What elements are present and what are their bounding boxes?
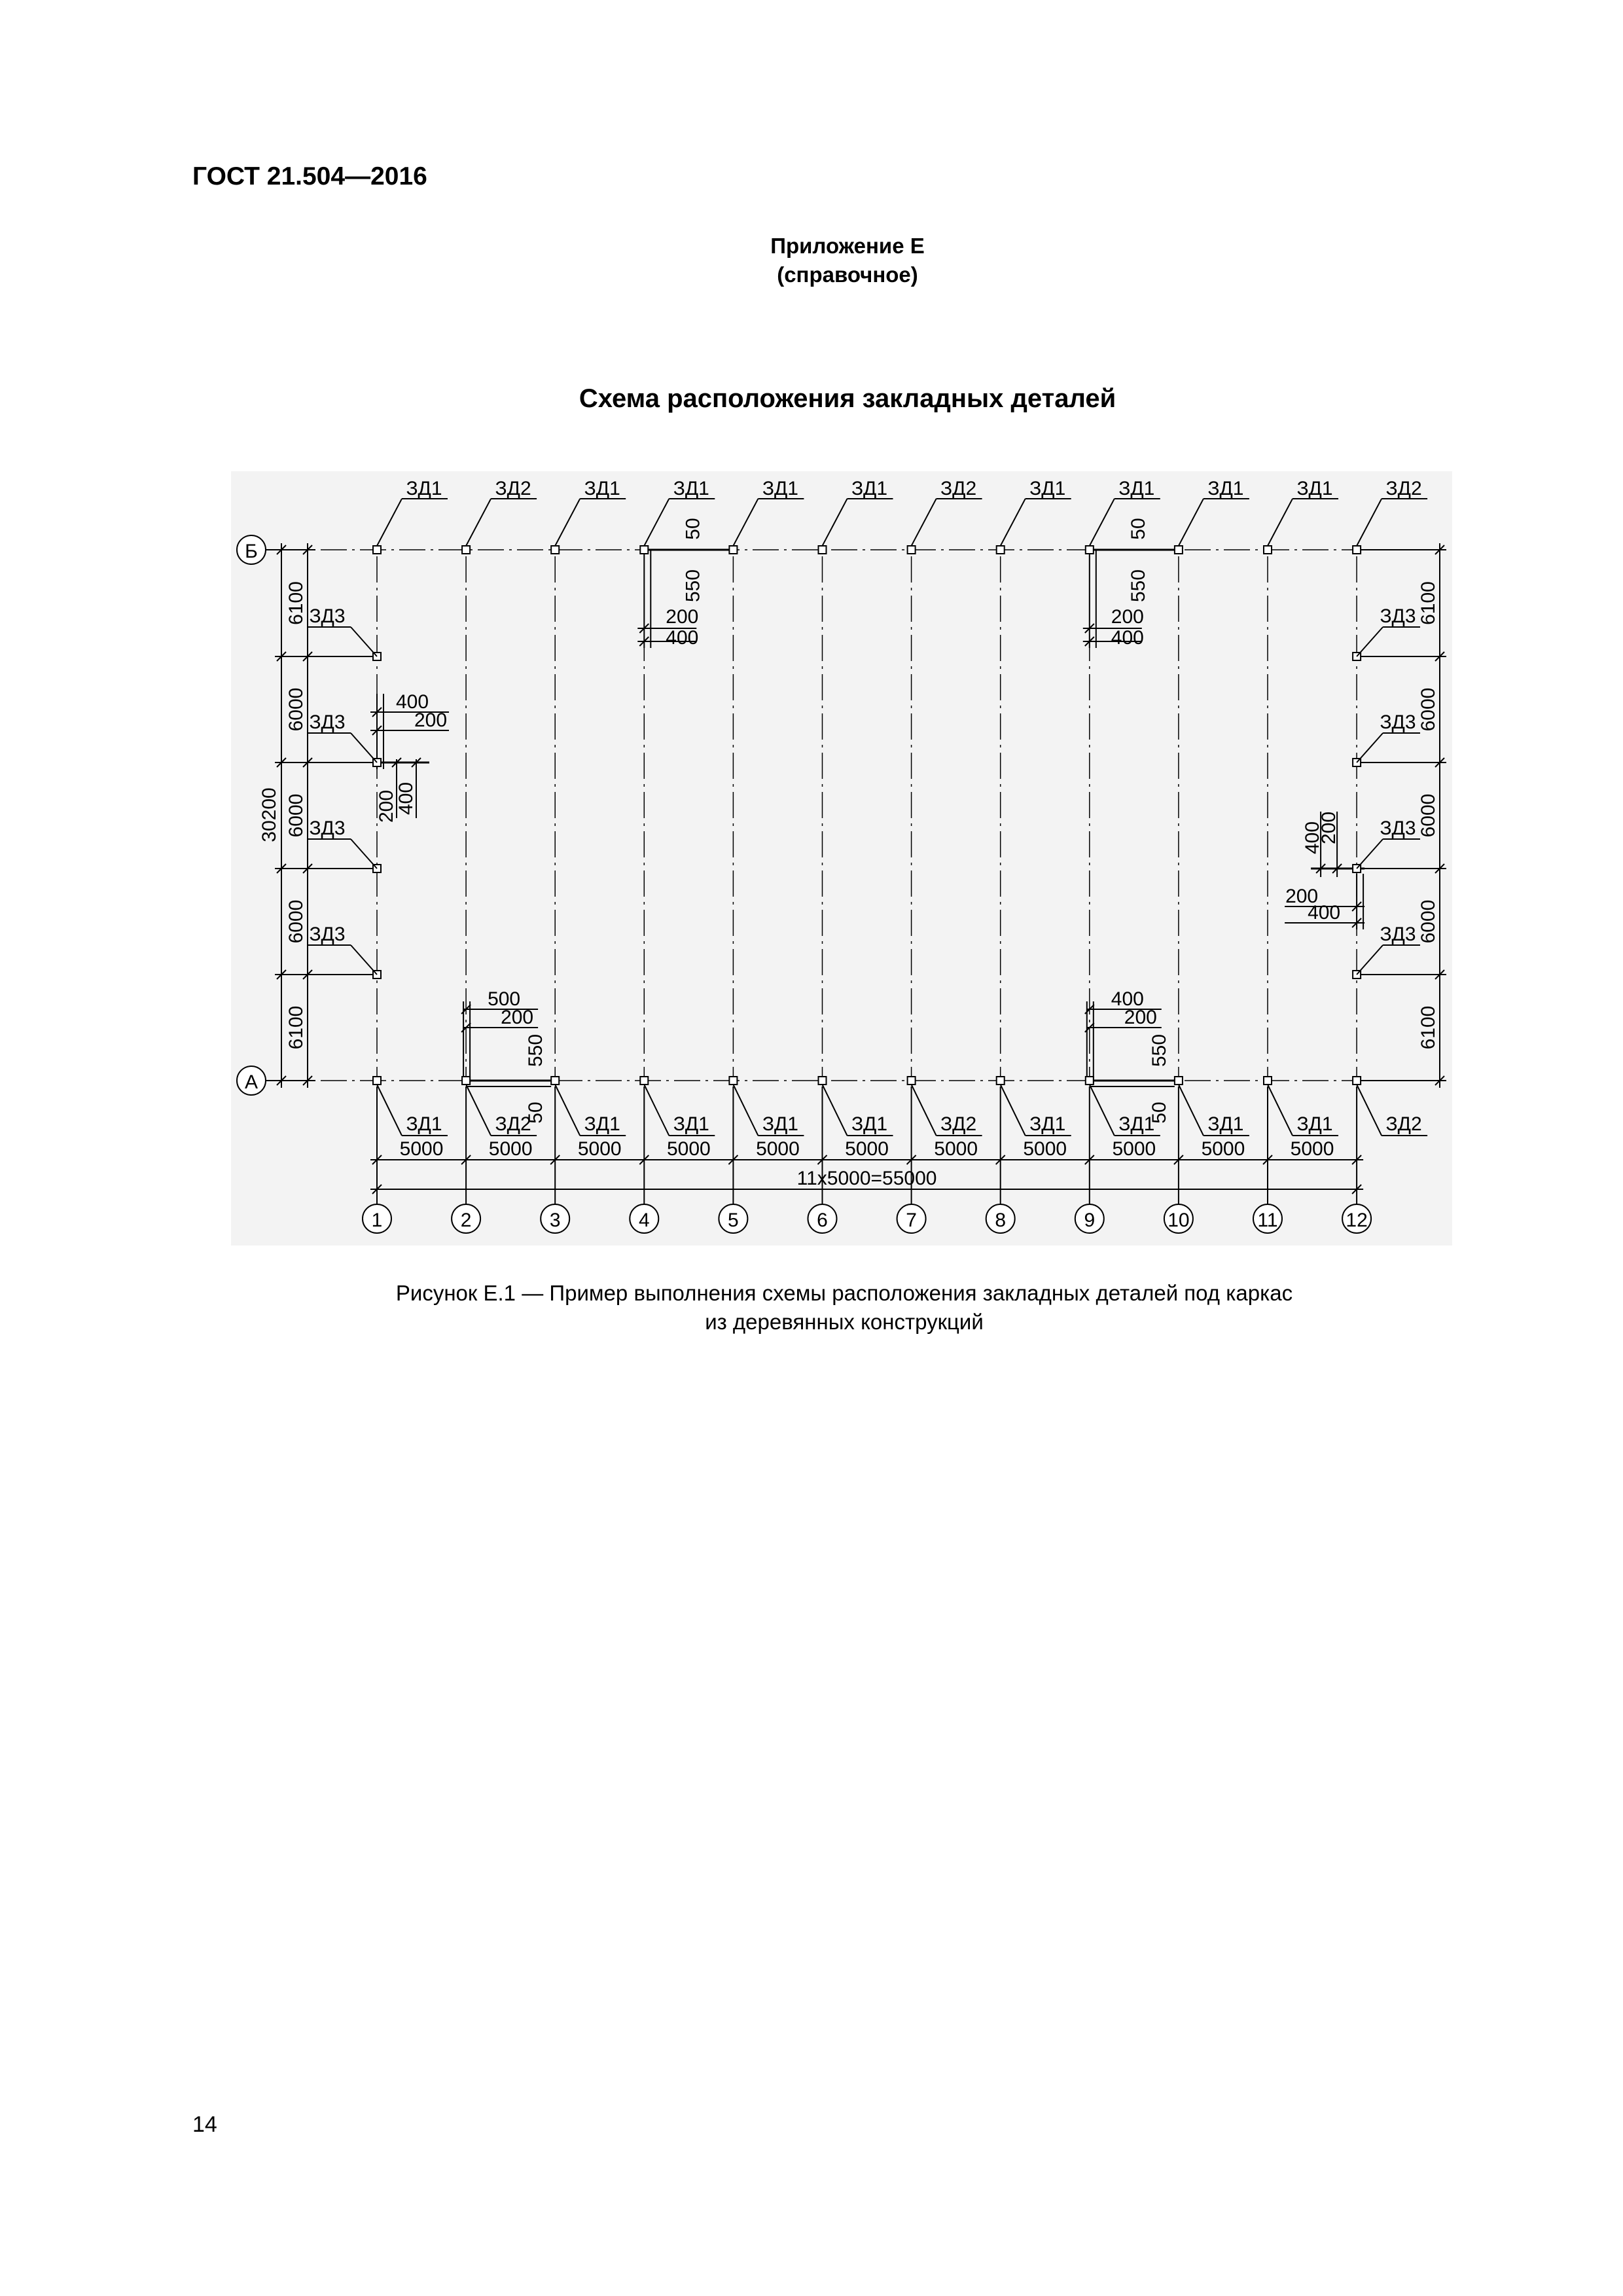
- detail-label: 500: [488, 988, 521, 1010]
- mark-label-right: ЗД3: [1380, 711, 1416, 733]
- mark-label-right: ЗД3: [1380, 924, 1416, 945]
- dim-label-span: 5000: [488, 1138, 533, 1160]
- axis-label-column: 1: [371, 1210, 383, 1231]
- dim-label-right: 6100: [1418, 1005, 1439, 1050]
- dim-label-right: 6000: [1418, 793, 1439, 838]
- mark-label-bottom: ЗД2: [495, 1113, 531, 1135]
- mark-label-left: ЗД3: [309, 924, 346, 945]
- dim-label-span: 5000: [1112, 1138, 1156, 1160]
- axis-label-column: 7: [906, 1210, 917, 1231]
- mark-label-top: ЗД1: [762, 478, 798, 499]
- mark-label-bottom: ЗД1: [762, 1113, 798, 1135]
- axis-label-row: А: [244, 1071, 259, 1093]
- detail-label: 400: [395, 691, 429, 713]
- detail-label: 400: [1111, 988, 1144, 1010]
- mark-label-bottom: ЗД2: [940, 1113, 977, 1135]
- dim-label-left-total: 30200: [259, 787, 280, 842]
- embedded-part-top: [997, 546, 1005, 554]
- annex-title: Приложение Е: [770, 234, 925, 258]
- dim-label-span: 5000: [1290, 1138, 1334, 1160]
- embedded-part-bottom: [1086, 1077, 1094, 1085]
- mark-label-left: ЗД3: [309, 605, 346, 627]
- detail-label: 50: [1127, 518, 1149, 540]
- axis-label-column: 9: [1084, 1210, 1096, 1231]
- embedded-part-top: [462, 546, 470, 554]
- embedded-part-bottom: [640, 1077, 648, 1085]
- dim-label-right: 6100: [1418, 581, 1439, 625]
- embedded-part-top: [729, 546, 737, 554]
- dim-label-left: 6100: [285, 581, 307, 625]
- detail-label: 400: [395, 781, 417, 816]
- dim-label-left: 6000: [285, 687, 307, 732]
- dim-label-span: 5000: [577, 1138, 622, 1160]
- embedded-part-top: [373, 546, 381, 554]
- embedded-part-bottom: [1175, 1077, 1183, 1085]
- figure-title: Схема расположения закладных деталей: [579, 384, 1116, 413]
- mark-label-top: ЗД1: [673, 478, 709, 499]
- detail-label: 200: [501, 1007, 534, 1028]
- page-number: 14: [192, 2112, 217, 2137]
- axis-label-column: 6: [817, 1210, 828, 1231]
- mark-label-top: ЗД1: [851, 478, 888, 499]
- detail-label: 550: [1127, 569, 1149, 603]
- detail-label: 550: [1148, 1033, 1170, 1067]
- detail-label: 200: [414, 709, 448, 731]
- embedded-part-bottom: [462, 1077, 470, 1085]
- embedded-part-bottom: [729, 1077, 737, 1085]
- mark-label-bottom: ЗД1: [1118, 1113, 1155, 1135]
- mark-label-left: ЗД3: [309, 817, 346, 839]
- detail-label: 550: [682, 569, 704, 603]
- detail-label: 200: [376, 789, 397, 823]
- figure-caption-line2: из деревянных конструкций: [705, 1310, 984, 1334]
- dim-label-span: 5000: [934, 1138, 978, 1160]
- embedded-part-top: [908, 546, 916, 554]
- detail-label: 400: [1302, 821, 1324, 855]
- detail-label: 200: [1285, 886, 1319, 907]
- mark-label-right: ЗД3: [1380, 605, 1416, 627]
- detail-label: 400: [1308, 902, 1341, 924]
- detail-label: 50: [1148, 1102, 1170, 1124]
- mark-label-bottom: ЗД1: [673, 1113, 709, 1135]
- mark-label-top: ЗД1: [1207, 478, 1244, 499]
- embedded-part-top: [1086, 546, 1094, 554]
- mark-label-bottom: ЗД1: [1296, 1113, 1333, 1135]
- document-code: ГОСТ 21.504—2016: [192, 162, 427, 190]
- mark-label-top: ЗД1: [406, 478, 442, 499]
- embedded-part-top: [1264, 546, 1272, 554]
- detail-label: 200: [1318, 811, 1340, 845]
- mark-label-top: ЗД2: [495, 478, 531, 499]
- mark-label-bottom: ЗД1: [584, 1113, 620, 1135]
- detail-label: 400: [1111, 627, 1144, 649]
- embedded-part-top: [551, 546, 559, 554]
- dim-label-left: 6000: [285, 793, 307, 838]
- embedded-part-bottom: [819, 1077, 827, 1085]
- mark-label-bottom: ЗД1: [1029, 1113, 1066, 1135]
- figure-caption-line1: Рисунок Е.1 — Пример выполнения схемы расположения закладных деталей под каркас: [395, 1281, 1293, 1305]
- dim-label-span: 5000: [1023, 1138, 1067, 1160]
- detail-label: 200: [1111, 606, 1144, 628]
- mark-label-bottom: ЗД2: [1385, 1113, 1422, 1135]
- mark-label-left: ЗД3: [309, 711, 346, 733]
- axis-label-column: 3: [549, 1210, 561, 1231]
- axis-label-column: 8: [995, 1210, 1007, 1231]
- mark-label-right: ЗД3: [1380, 817, 1416, 839]
- axis-label-column: 4: [638, 1210, 650, 1231]
- axis-label-column: 5: [728, 1210, 739, 1231]
- embedded-part-bottom: [551, 1077, 559, 1085]
- axis-label-column: 11: [1257, 1210, 1278, 1231]
- detail-label: 400: [666, 627, 699, 649]
- embedded-part-bottom: [997, 1077, 1005, 1085]
- embedded-part-bottom: [908, 1077, 916, 1085]
- embedded-part-top: [640, 546, 648, 554]
- dim-label-span: 5000: [666, 1138, 711, 1160]
- embedded-part-top: [1353, 546, 1361, 554]
- mark-label-bottom: ЗД1: [406, 1113, 442, 1135]
- axis-label-column: 2: [460, 1210, 472, 1231]
- detail-label: 200: [1124, 1007, 1157, 1028]
- mark-label-top: ЗД1: [1296, 478, 1333, 499]
- embedded-part-top: [819, 546, 827, 554]
- mark-label-top: ЗД2: [1385, 478, 1422, 499]
- mark-label-bottom: ЗД1: [851, 1113, 888, 1135]
- annex-subtitle: (справочное): [777, 262, 918, 287]
- dim-label-span: 5000: [399, 1138, 444, 1160]
- embedded-part-bottom: [1264, 1077, 1272, 1085]
- mark-label-top: ЗД1: [1118, 478, 1155, 499]
- dim-label-span: 5000: [845, 1138, 889, 1160]
- mark-label-top: ЗД2: [940, 478, 977, 499]
- embedded-part-top: [1175, 546, 1183, 554]
- dim-label-right: 6000: [1418, 899, 1439, 944]
- axis-label-column: 12: [1346, 1210, 1368, 1231]
- mark-label-top: ЗД1: [584, 478, 620, 499]
- axis-label-column: 10: [1168, 1210, 1190, 1231]
- dim-label-total: 11х5000=55000: [796, 1168, 937, 1189]
- dim-label-span: 5000: [756, 1138, 800, 1160]
- embedded-part-bottom: [1353, 1077, 1361, 1085]
- dim-label-left: 6000: [285, 899, 307, 944]
- mark-label-bottom: ЗД1: [1207, 1113, 1244, 1135]
- detail-label: 550: [525, 1033, 547, 1067]
- axis-label-row: Б: [245, 541, 258, 562]
- detail-label: 50: [525, 1102, 547, 1124]
- embedded-part-bottom: [373, 1077, 381, 1085]
- dim-label-span: 5000: [1201, 1138, 1245, 1160]
- dim-label-left: 6100: [285, 1005, 307, 1050]
- dim-label-right: 6000: [1418, 687, 1439, 732]
- mark-label-top: ЗД1: [1029, 478, 1066, 499]
- detail-label: 50: [682, 518, 704, 540]
- detail-label: 200: [666, 606, 699, 628]
